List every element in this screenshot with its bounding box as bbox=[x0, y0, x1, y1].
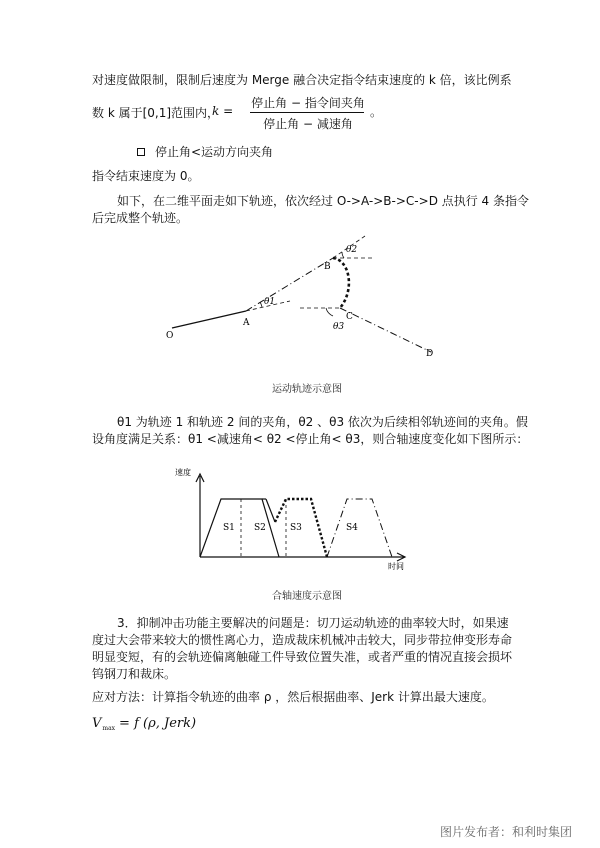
paragraph-line: 后完成整个轨迹。 bbox=[92, 211, 189, 225]
paragraph-line: 度过大会带来较大的惯性离心力，造成裁床机械冲击较大，同步带拉伸变形寿命 bbox=[92, 633, 513, 647]
formula-v: V bbox=[92, 716, 102, 731]
point-label-b: B bbox=[324, 262, 331, 272]
segment-label-s3: S3 bbox=[290, 523, 302, 533]
paragraph-line: 3．抑制冲击功能主要解决的问题是：切刀运动轨迹的曲率较大时，如果速 bbox=[117, 616, 509, 630]
formula-v-rhs: = f (ρ, Jerk) bbox=[119, 716, 197, 731]
segment-cd bbox=[340, 308, 431, 352]
paragraph-line: θ1 为轨迹 1 和轨迹 2 间的夹角，θ2 、θ3 依次为后续相邻轨迹间的夹角。假 bbox=[117, 415, 528, 429]
paragraph-line: 明显变短，有的会轨迹偏离触碰工件导致位置失准，或者严重的情况直接会损坏 bbox=[92, 650, 513, 664]
bullet-square bbox=[137, 148, 145, 156]
trajectory-diagram bbox=[150, 230, 450, 370]
angle-label-theta2: θ2 bbox=[346, 245, 358, 255]
paragraph-line: 数 k 属于[0,1]范围内， bbox=[92, 106, 220, 120]
angle-label-theta1: θ1 bbox=[264, 297, 276, 307]
profile-segment-4 bbox=[327, 499, 392, 557]
paragraph-line: 指令结束速度为 0。 bbox=[92, 169, 200, 183]
formula-lhs: k = bbox=[212, 104, 234, 118]
x-axis-label: 时间 bbox=[388, 562, 404, 571]
segment-label-s2: S2 bbox=[254, 523, 266, 533]
paragraph-line: 对速度做限制，限制后速度为 Merge 融合决定指令结束速度的 k 倍，该比例系 bbox=[92, 73, 512, 87]
point-label-o: O bbox=[166, 331, 174, 341]
paragraph-line: 钨钢刀和裁床。 bbox=[92, 667, 177, 681]
formula-denominator: 停止角 − 减速角 bbox=[263, 117, 353, 131]
angle-arc-theta3 bbox=[326, 308, 333, 316]
profile-segment-1 bbox=[200, 499, 279, 557]
figure-caption: 合轴速度示意图 bbox=[272, 591, 342, 602]
segment-ab bbox=[246, 258, 333, 311]
segment-label-s1: S1 bbox=[223, 523, 235, 533]
segment-oa bbox=[172, 311, 246, 328]
point-label-a: A bbox=[243, 318, 250, 328]
formula-vmax bbox=[92, 716, 196, 732]
bullet-text: 停止角<运动方向夹角 bbox=[155, 145, 274, 159]
watermark-text: 图片发布者：和利时集团 bbox=[440, 825, 573, 839]
y-axis-label: 速度 bbox=[175, 468, 191, 477]
fraction-bar bbox=[250, 112, 364, 113]
formula-k bbox=[210, 94, 370, 134]
angle-arc-theta1 bbox=[260, 302, 262, 307]
segment-label-s4: S4 bbox=[346, 523, 358, 533]
angle-arc-theta2 bbox=[342, 252, 344, 258]
paragraph-line: 设角度满足关系：θ1 <减速角< θ2 <停止角< θ3，则合轴速度变化如下图所示： bbox=[92, 432, 529, 446]
paragraph-line: 如下，在二维平面走如下轨迹，依次经过 O->A->B->C->D 点执行 4 条指令 bbox=[117, 194, 530, 208]
point-label-c: C bbox=[346, 312, 353, 322]
formula-numerator: 停止角 − 指令间夹角 bbox=[251, 96, 365, 110]
formula-v-sub: max bbox=[102, 725, 116, 732]
velocity-diagram bbox=[165, 462, 415, 582]
angle-label-theta3: θ3 bbox=[333, 322, 345, 332]
paragraph-line: 应对方法：计算指令轨迹的曲率 ρ ，然后根据曲率、Jerk 计算出最大速度。 bbox=[92, 690, 494, 704]
figure-caption: 运动轨迹示意图 bbox=[272, 384, 342, 395]
formula-suffix: 。 bbox=[370, 105, 383, 119]
arc-bc bbox=[333, 258, 349, 308]
point-label-d: D bbox=[426, 349, 434, 359]
